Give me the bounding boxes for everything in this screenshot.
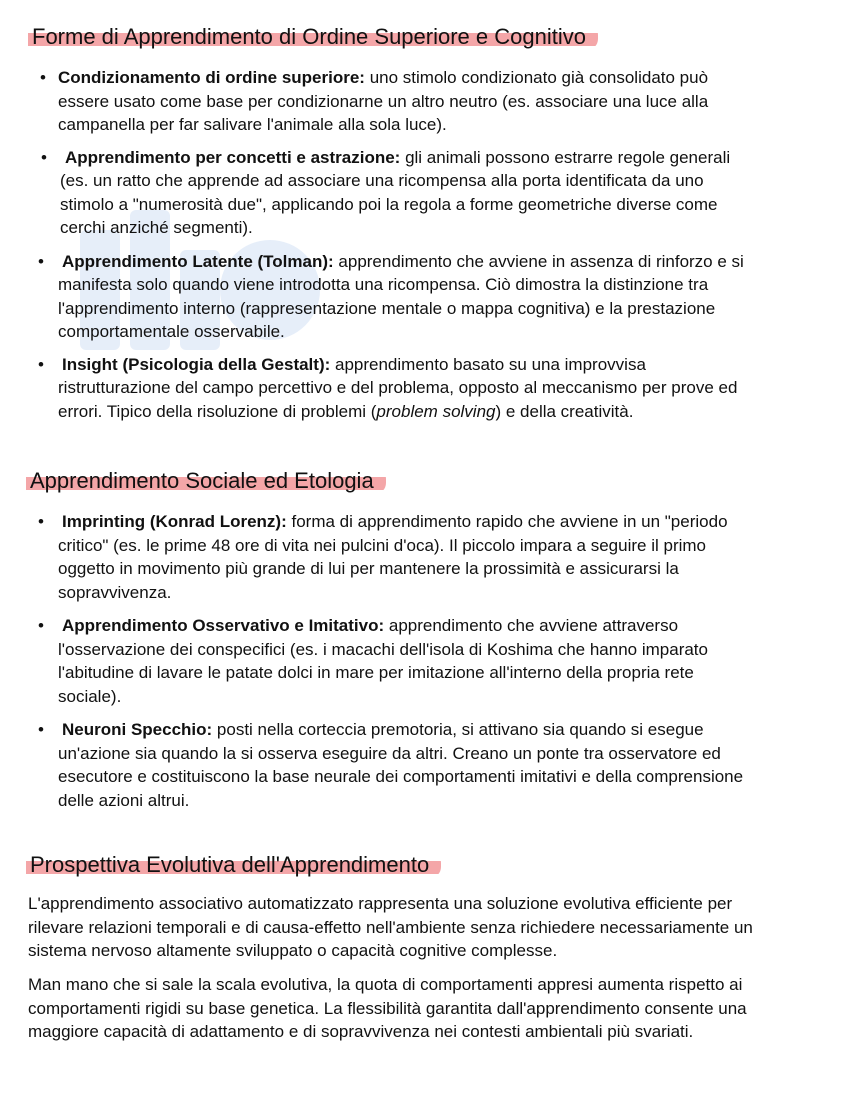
item-text: (es. un ratto che apprende ad associare una ricompensa alla porta identificata da uno <box>60 171 704 190</box>
list-item <box>0 614 853 708</box>
item-text: esecutore e costituiscono la base neurale dei comportamenti imitativi e della comprensione <box>58 767 744 786</box>
item-text: cerchi anziché segmenti). <box>60 218 253 237</box>
item-text: apprendimento basato su una improvvisa <box>330 354 646 374</box>
item-text: delle azioni altrui. <box>58 790 190 810</box>
item-text: uno stimolo condizionato già consolidato può <box>364 68 709 87</box>
item-text: essere usato come base per condizionarne un altro neutro (es. associare una luce alla <box>58 91 709 111</box>
bullet-list-1 <box>0 66 853 423</box>
list-item <box>0 718 853 812</box>
list-item <box>0 510 853 604</box>
list-item <box>0 250 853 344</box>
bullet-icon: • <box>40 68 46 87</box>
item-text: critico" (es. le prime 48 ore di vita nei pulcini d'oca). Il piccolo impara a seguire il primo <box>58 535 706 555</box>
item-term: Imprinting (Konrad Lorenz): <box>62 512 287 531</box>
item-term: Insight (Psicologia della Gestalt): <box>62 354 331 374</box>
item-term: Apprendimento Latente (Tolman): <box>62 251 334 271</box>
list-item <box>0 66 853 137</box>
paragraph-line: Man mano che si sale la scala evolutiva, la quota di comportamenti appresi aumenta rispetto ai <box>28 975 743 994</box>
item-text: oggetto in movimento più grande di lui per mantenere la prossimità e assicurarsi la <box>58 559 679 578</box>
section-heading-2-text: Apprendimento Sociale ed Etologia <box>26 468 386 494</box>
item-text: sopravvivenza. <box>58 582 172 602</box>
list-item <box>0 353 853 424</box>
item-text: comportamentale osservabile. <box>58 322 285 341</box>
item-text: apprendimento che avviene attraverso <box>384 616 679 635</box>
section-heading-2 <box>26 468 386 494</box>
bullet-icon: • <box>38 251 44 271</box>
section-heading-1-text: Forme di Apprendimento di Ordine Superiore e Cognitivo <box>28 24 598 50</box>
item-text: l'abitudine di lavare le patate dolci in mare per imitazione all'interno della propria rete <box>58 663 694 682</box>
item-text: un'azione sia quando la si osserva eseguire da altri. Creano un ponte tra osservatore ed <box>58 743 721 763</box>
bullet-icon: • <box>41 147 47 167</box>
paragraph-line: L'apprendimento associativo automatizzato rappresenta una soluzione evolutiva efficiente per <box>28 894 733 913</box>
item-text: ) e della creatività. <box>495 401 634 421</box>
paragraph-line: maggiore capacità di adattamento e di sopravvivenza nei contesti ambientali più svariati. <box>28 1022 694 1041</box>
section-heading-3-text: Prospettiva Evolutiva dell'Apprendimento <box>26 852 441 878</box>
item-text: apprendimento che avviene in assenza di rinforzo e si <box>333 251 744 271</box>
item-text: errori. Tipico della risoluzione di problemi ( <box>58 401 377 421</box>
item-text: campanella per far salivare l'animale alla sola luce). <box>58 115 447 134</box>
item-text: manifesta solo quando viene introdotta una ricompensa. Ciò dimostra la distinzione tra <box>58 275 709 294</box>
bullet-icon: • <box>38 512 44 531</box>
item-text: ristrutturazione del campo percettivo e del problema, opposto al meccanismo per prove ed <box>58 378 738 397</box>
bullet-icon: • <box>38 720 44 739</box>
list-item <box>0 146 853 240</box>
item-term: Condizionamento di ordine superiore: <box>58 68 365 87</box>
paragraph-2 <box>28 973 853 1044</box>
item-text: sociale). <box>58 686 122 706</box>
bullet-icon: • <box>38 616 44 635</box>
item-text: l'apprendimento interno (rappresentazione mentale o mappa cognitiva) e la prestazione <box>58 298 716 318</box>
item-text-italic: problem solving <box>376 401 496 421</box>
paragraph-line: rilevare relazioni temporali e di causa-effetto nell'ambiente senza richiedere necessariamente un <box>28 917 753 937</box>
item-text: l'osservazione dei conspecifici (es. i macachi dell'isola di Koshima che hanno imparato <box>58 639 708 659</box>
item-term: Apprendimento Osservativo e Imitativo: <box>62 616 385 635</box>
section-heading-3 <box>26 852 441 878</box>
item-term: Neuroni Specchio: <box>62 720 213 739</box>
item-term: Apprendimento per concetti e astrazione: <box>65 147 401 167</box>
bullet-list-2 <box>0 510 853 812</box>
paragraph-line: comportamenti rigidi su base genetica. La flessibilità garantita dall'apprendimento consente una <box>28 998 747 1018</box>
paragraph-1 <box>28 892 853 963</box>
bullet-icon: • <box>38 354 44 374</box>
paragraph-line: sistema nervoso altamente sviluppato o capacità cognitive complesse. <box>28 941 558 960</box>
item-text: posti nella corteccia premotoria, si attivano sia quando si esegue <box>212 720 704 739</box>
item-text: stimolo a "numerosità due", applicando poi la regola a forme geometriche diverse come <box>60 194 718 214</box>
item-text: forma di apprendimento rapido che avviene in un "periodo <box>286 512 728 531</box>
item-text: gli animali possono estrarre regole generali <box>400 147 731 167</box>
section-heading-1 <box>28 24 598 50</box>
